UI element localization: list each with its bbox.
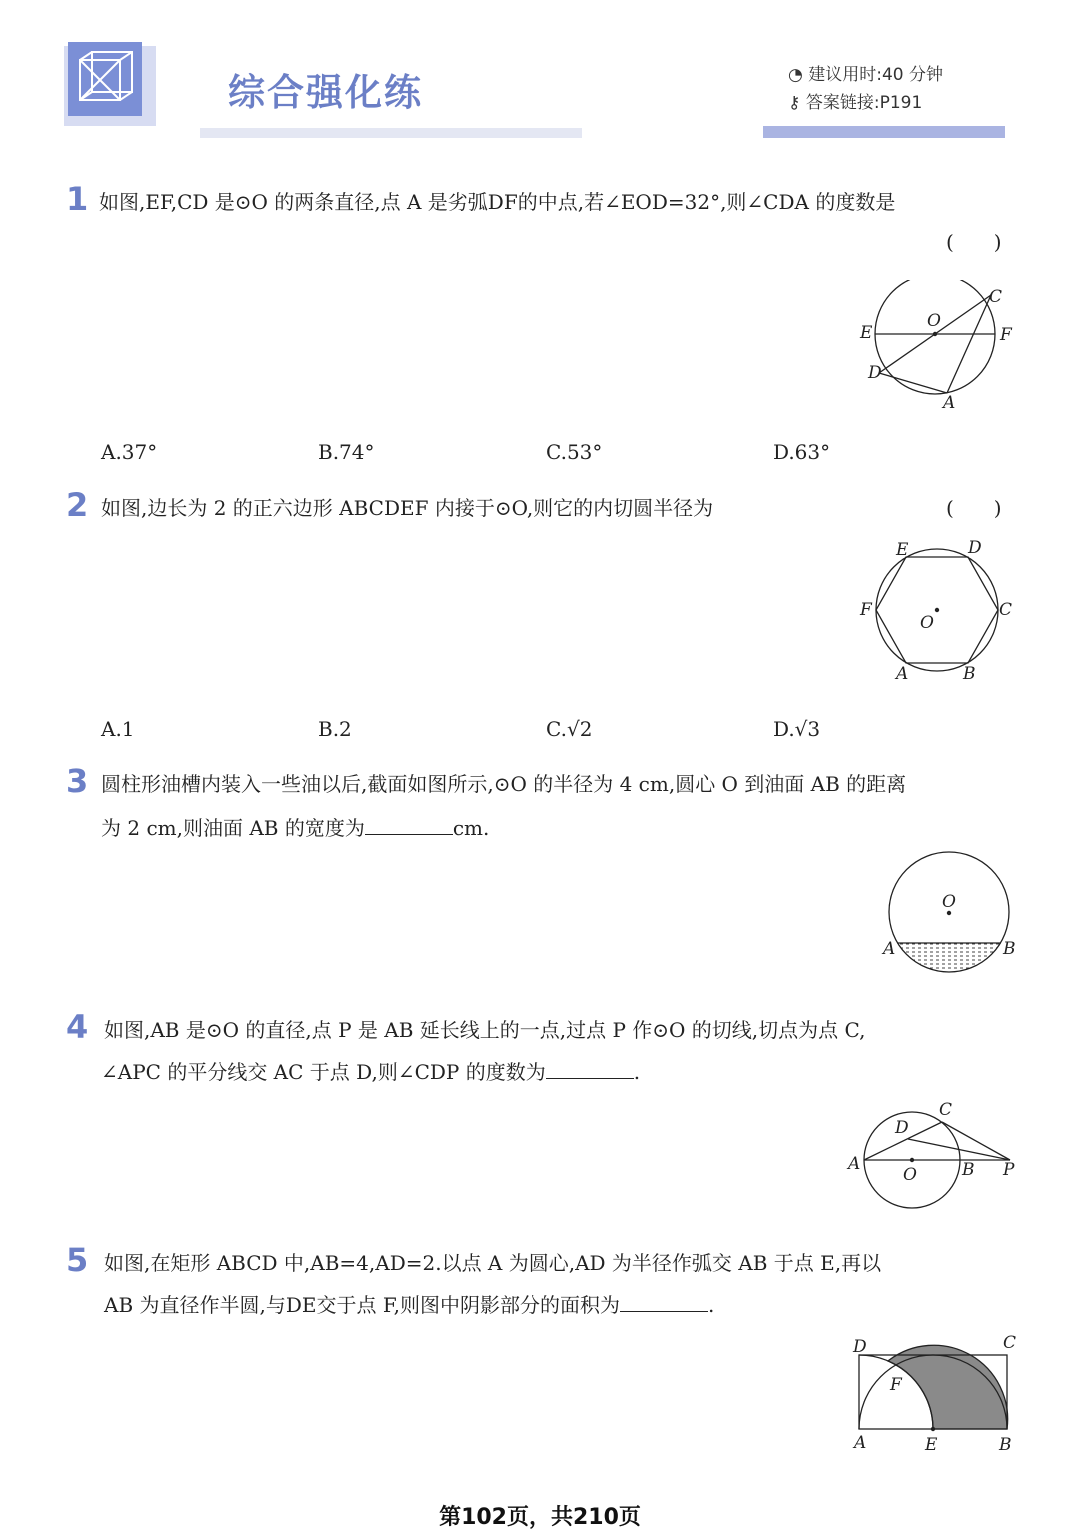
question-3-number: 3 xyxy=(66,762,89,800)
fig4-label-o: O xyxy=(903,1165,917,1185)
question-5-number: 5 xyxy=(66,1241,89,1279)
fig2-label-f: F xyxy=(860,600,872,620)
timer-icon: ◔ xyxy=(788,65,803,85)
fig5-label-d: D xyxy=(853,1337,867,1357)
question-1-option-c: C.53° xyxy=(546,440,603,464)
fig1-label-f: F xyxy=(1000,325,1012,345)
question-2-number: 2 xyxy=(66,486,89,524)
question-1-option-b: B.74° xyxy=(318,440,375,464)
fig2-label-b: B xyxy=(963,664,976,684)
suggested-time: ◔ 建议用时:40 分钟 xyxy=(788,65,944,85)
fig1-label-e: E xyxy=(860,323,873,343)
fig4-label-b: B xyxy=(962,1160,975,1180)
question-3-figure xyxy=(870,850,1030,980)
question-1-option-d: D.63° xyxy=(773,440,831,464)
fig2-label-o: O xyxy=(920,613,934,633)
question-5-answer-blank[interactable] xyxy=(620,1293,708,1312)
answer-link: ⚷ 答案链接:P191 xyxy=(788,93,923,113)
question-3-line-2: 为 2 cm,则油面 AB 的宽度为 cm. xyxy=(101,816,490,840)
question-2-option-d: D.√3 xyxy=(773,717,821,741)
question-1-option-a: A.37° xyxy=(101,440,158,464)
fig5-label-e: E xyxy=(925,1435,938,1455)
fig3-label-o: O xyxy=(942,892,956,912)
fig1-label-o: O xyxy=(927,311,941,331)
question-2-option-a: A.1 xyxy=(101,717,135,741)
title-underline xyxy=(200,128,582,138)
fig4-label-a: A xyxy=(848,1154,861,1174)
question-1-answer-paren: ( ) xyxy=(946,230,1002,254)
fig4-label-d: D xyxy=(895,1118,909,1138)
question-2-figure xyxy=(850,535,1020,685)
question-2-answer-paren: ( ) xyxy=(946,496,1002,520)
fig5-label-a: A xyxy=(854,1433,867,1453)
question-2-option-b: B.2 xyxy=(318,717,352,741)
fig3-label-a: A xyxy=(883,939,896,959)
page-number-footer: 第102页，共210页 xyxy=(439,1505,641,1530)
section-title: 综合强化练 xyxy=(228,71,423,114)
question-4-answer-blank[interactable] xyxy=(546,1060,634,1079)
fig5-label-b: B xyxy=(999,1435,1012,1455)
fig2-label-d: D xyxy=(968,538,982,558)
question-5-line-2: AB 为直径作半圆,与DE交于点 F,则图中阴影部分的面积为 . xyxy=(104,1293,715,1317)
fig4-label-p: P xyxy=(1003,1160,1015,1180)
fig3-label-b: B xyxy=(1003,939,1016,959)
fig4-label-c: C xyxy=(939,1100,953,1120)
question-1-figure xyxy=(850,280,1020,415)
fig2-label-e: E xyxy=(896,540,909,560)
question-1-number: 1 xyxy=(66,180,89,218)
fig1-label-d: D xyxy=(868,363,882,383)
question-4-line-2: ∠APC 的平分线交 AC 于点 D,则∠CDP 的度数为 . xyxy=(101,1060,641,1084)
key-icon: ⚷ xyxy=(788,93,801,113)
question-4-number: 4 xyxy=(66,1008,89,1046)
question-5-figure xyxy=(845,1330,1025,1460)
question-2-text: 如图,边长为 2 的正六边形 ABCDEF 内接于⊙O,则它的内切圆半径为 xyxy=(101,496,714,520)
question-2-option-c: C.√2 xyxy=(546,717,593,741)
fig5-label-c: C xyxy=(1003,1333,1017,1353)
question-4-figure xyxy=(840,1095,1025,1220)
question-1-text: 如图,EF,CD 是⊙O 的两条直径,点 A 是劣弧DF的中点,若∠EOD=32°,则∠CDA 的度数是 xyxy=(99,190,896,214)
meta-bar xyxy=(763,126,1005,138)
fig2-label-a: A xyxy=(896,664,909,684)
fig5-label-f: F xyxy=(890,1375,902,1395)
question-3-answer-blank[interactable] xyxy=(365,816,453,835)
fig1-label-a: A xyxy=(943,393,956,413)
header-cube-icon xyxy=(64,40,160,128)
question-5-line-1: 如图,在矩形 ABCD 中,AB=4,AD=2.以点 A 为圆心,AD 为半径作弧交 AB 于点 E,再以 xyxy=(104,1251,882,1275)
fig2-label-c: C xyxy=(999,600,1013,620)
fig1-label-c: C xyxy=(989,287,1003,307)
question-3-line-1: 圆柱形油槽内装入一些油以后,截面如图所示,⊙O 的半径为 4 cm,圆心 O 到油面 AB 的距离 xyxy=(101,772,907,796)
question-4-line-1: 如图,AB 是⊙O 的直径,点 P 是 AB 延长线上的一点,过点 P 作⊙O 的切线,切点为点 C, xyxy=(104,1018,866,1042)
